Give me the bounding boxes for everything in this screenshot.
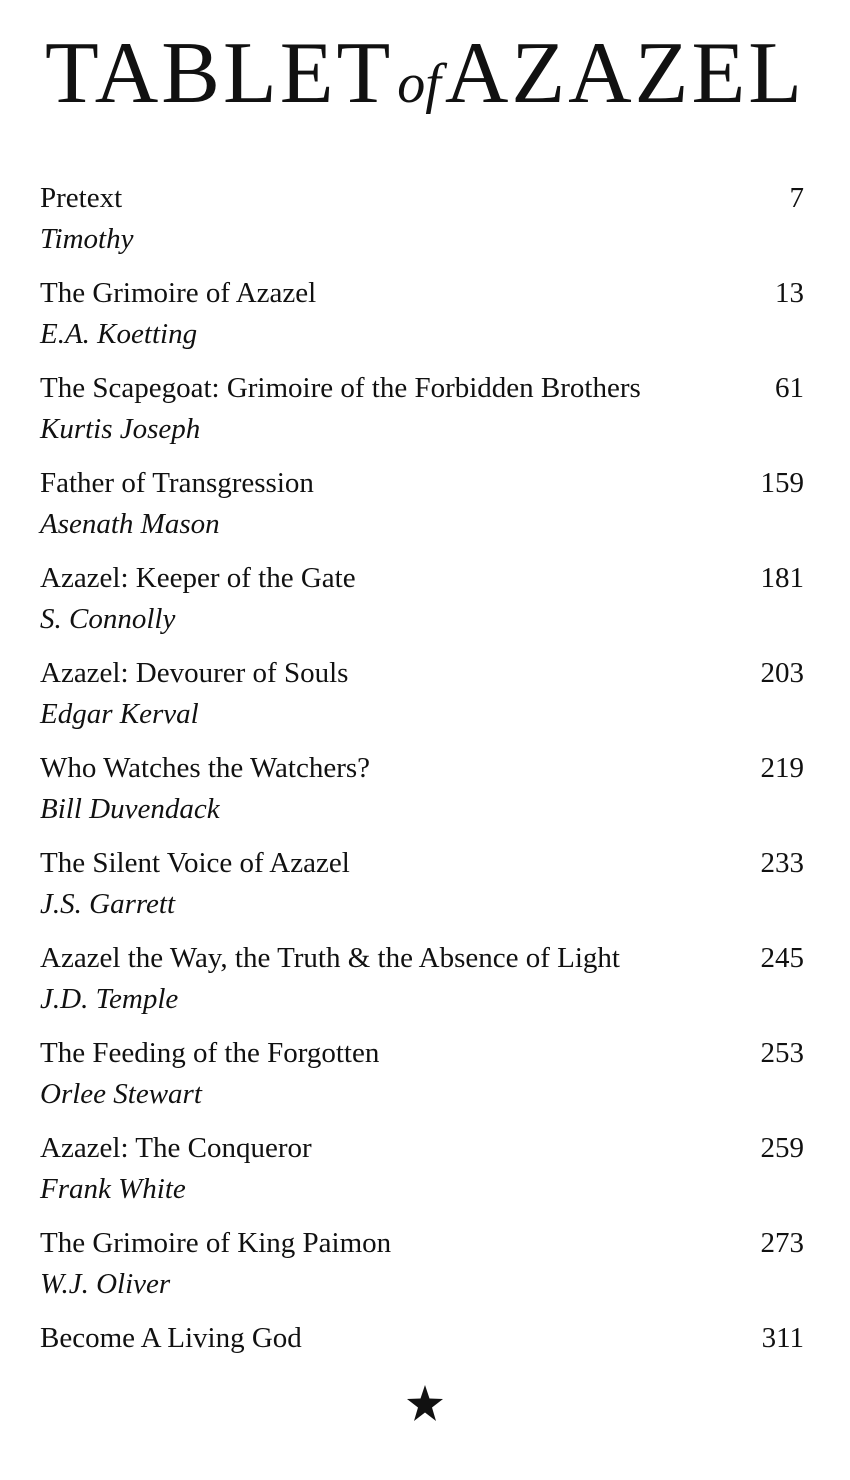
toc-entry	[40, 368, 804, 463]
chapter-title: Father of Transgression	[40, 467, 314, 499]
page-number: 181	[760, 562, 804, 594]
toc-entry-row	[40, 368, 804, 408]
toc-entry-row	[40, 1318, 804, 1358]
toc-entry-row	[40, 1033, 804, 1073]
table-of-contents	[40, 178, 804, 1413]
toc-entry	[40, 748, 804, 843]
toc-entry-row	[40, 273, 804, 313]
chapter-title: Pretext	[40, 182, 123, 214]
toc-entry	[40, 938, 804, 1033]
chapter-title: The Grimoire of Azazel	[40, 277, 317, 309]
chapter-author: Asenath Mason	[40, 508, 220, 540]
toc-entry	[40, 1033, 804, 1128]
toc-entry	[40, 273, 804, 368]
chapter-author: S. Connolly	[40, 603, 176, 635]
title-of: of	[397, 53, 441, 115]
star-ornament-icon	[405, 1383, 445, 1423]
title-tablet: TABLET	[45, 25, 394, 122]
chapter-title: The Silent Voice of Azazel	[40, 847, 350, 879]
chapter-title: Azazel: Keeper of the Gate	[40, 562, 356, 594]
toc-entry	[40, 178, 804, 273]
chapter-title: Azazel: Devourer of Souls	[40, 657, 349, 689]
chapter-author: Kurtis Joseph	[40, 413, 201, 445]
page-number: 61	[775, 372, 804, 404]
page-number: 219	[760, 752, 804, 784]
chapter-author: W.J. Oliver	[40, 1268, 171, 1300]
chapter-title: The Feeding of the Forgotten	[40, 1037, 380, 1069]
toc-entry	[40, 1128, 804, 1223]
toc-entry-row	[40, 558, 804, 598]
toc-entry	[40, 843, 804, 938]
page-number: 253	[760, 1037, 804, 1069]
page-number: 203	[760, 657, 804, 689]
toc-entry-row	[40, 938, 804, 978]
chapter-author: Frank White	[40, 1173, 186, 1205]
chapter-title: The Grimoire of King Paimon	[40, 1227, 392, 1259]
toc-entry-row	[40, 1223, 804, 1263]
chapter-title: The Scapegoat: Grimoire of the Forbidden Brothers	[40, 372, 641, 404]
chapter-author: J.D. Temple	[40, 983, 179, 1015]
page-number: 13	[775, 277, 804, 309]
toc-entry-row	[40, 653, 804, 693]
toc-entry	[40, 463, 804, 558]
toc-entry-row	[40, 1128, 804, 1168]
chapter-author: Bill Duvendack	[40, 793, 220, 825]
toc-entry	[40, 1223, 804, 1318]
toc-entry	[40, 558, 804, 653]
chapter-author: Orlee Stewart	[40, 1078, 202, 1110]
title-azazel: AZAZEL	[444, 25, 805, 122]
page-title	[0, 25, 850, 122]
page-number: 259	[760, 1132, 804, 1164]
chapter-author: Edgar Kerval	[40, 698, 199, 730]
page-number: 159	[760, 467, 804, 499]
chapter-title: Become A Living God	[40, 1322, 302, 1354]
toc-entry-row	[40, 843, 804, 883]
chapter-author: E.A. Koetting	[40, 318, 198, 350]
chapter-title: Azazel: The Conqueror	[40, 1132, 312, 1164]
chapter-author: Timothy	[40, 223, 134, 255]
chapter-author: J.S. Garrett	[40, 888, 176, 920]
page-number: 7	[789, 182, 804, 214]
toc-entry-row	[40, 178, 804, 218]
page-number: 273	[760, 1227, 804, 1259]
toc-entry	[40, 653, 804, 748]
chapter-title: Azazel the Way, the Truth & the Absence of Light	[40, 942, 620, 974]
page-number: 233	[760, 847, 804, 879]
page-number: 311	[761, 1322, 804, 1354]
page-number: 245	[760, 942, 804, 974]
toc-entry-row	[40, 463, 804, 503]
chapter-title: Who Watches the Watchers?	[40, 752, 371, 784]
toc-entry-row	[40, 748, 804, 788]
